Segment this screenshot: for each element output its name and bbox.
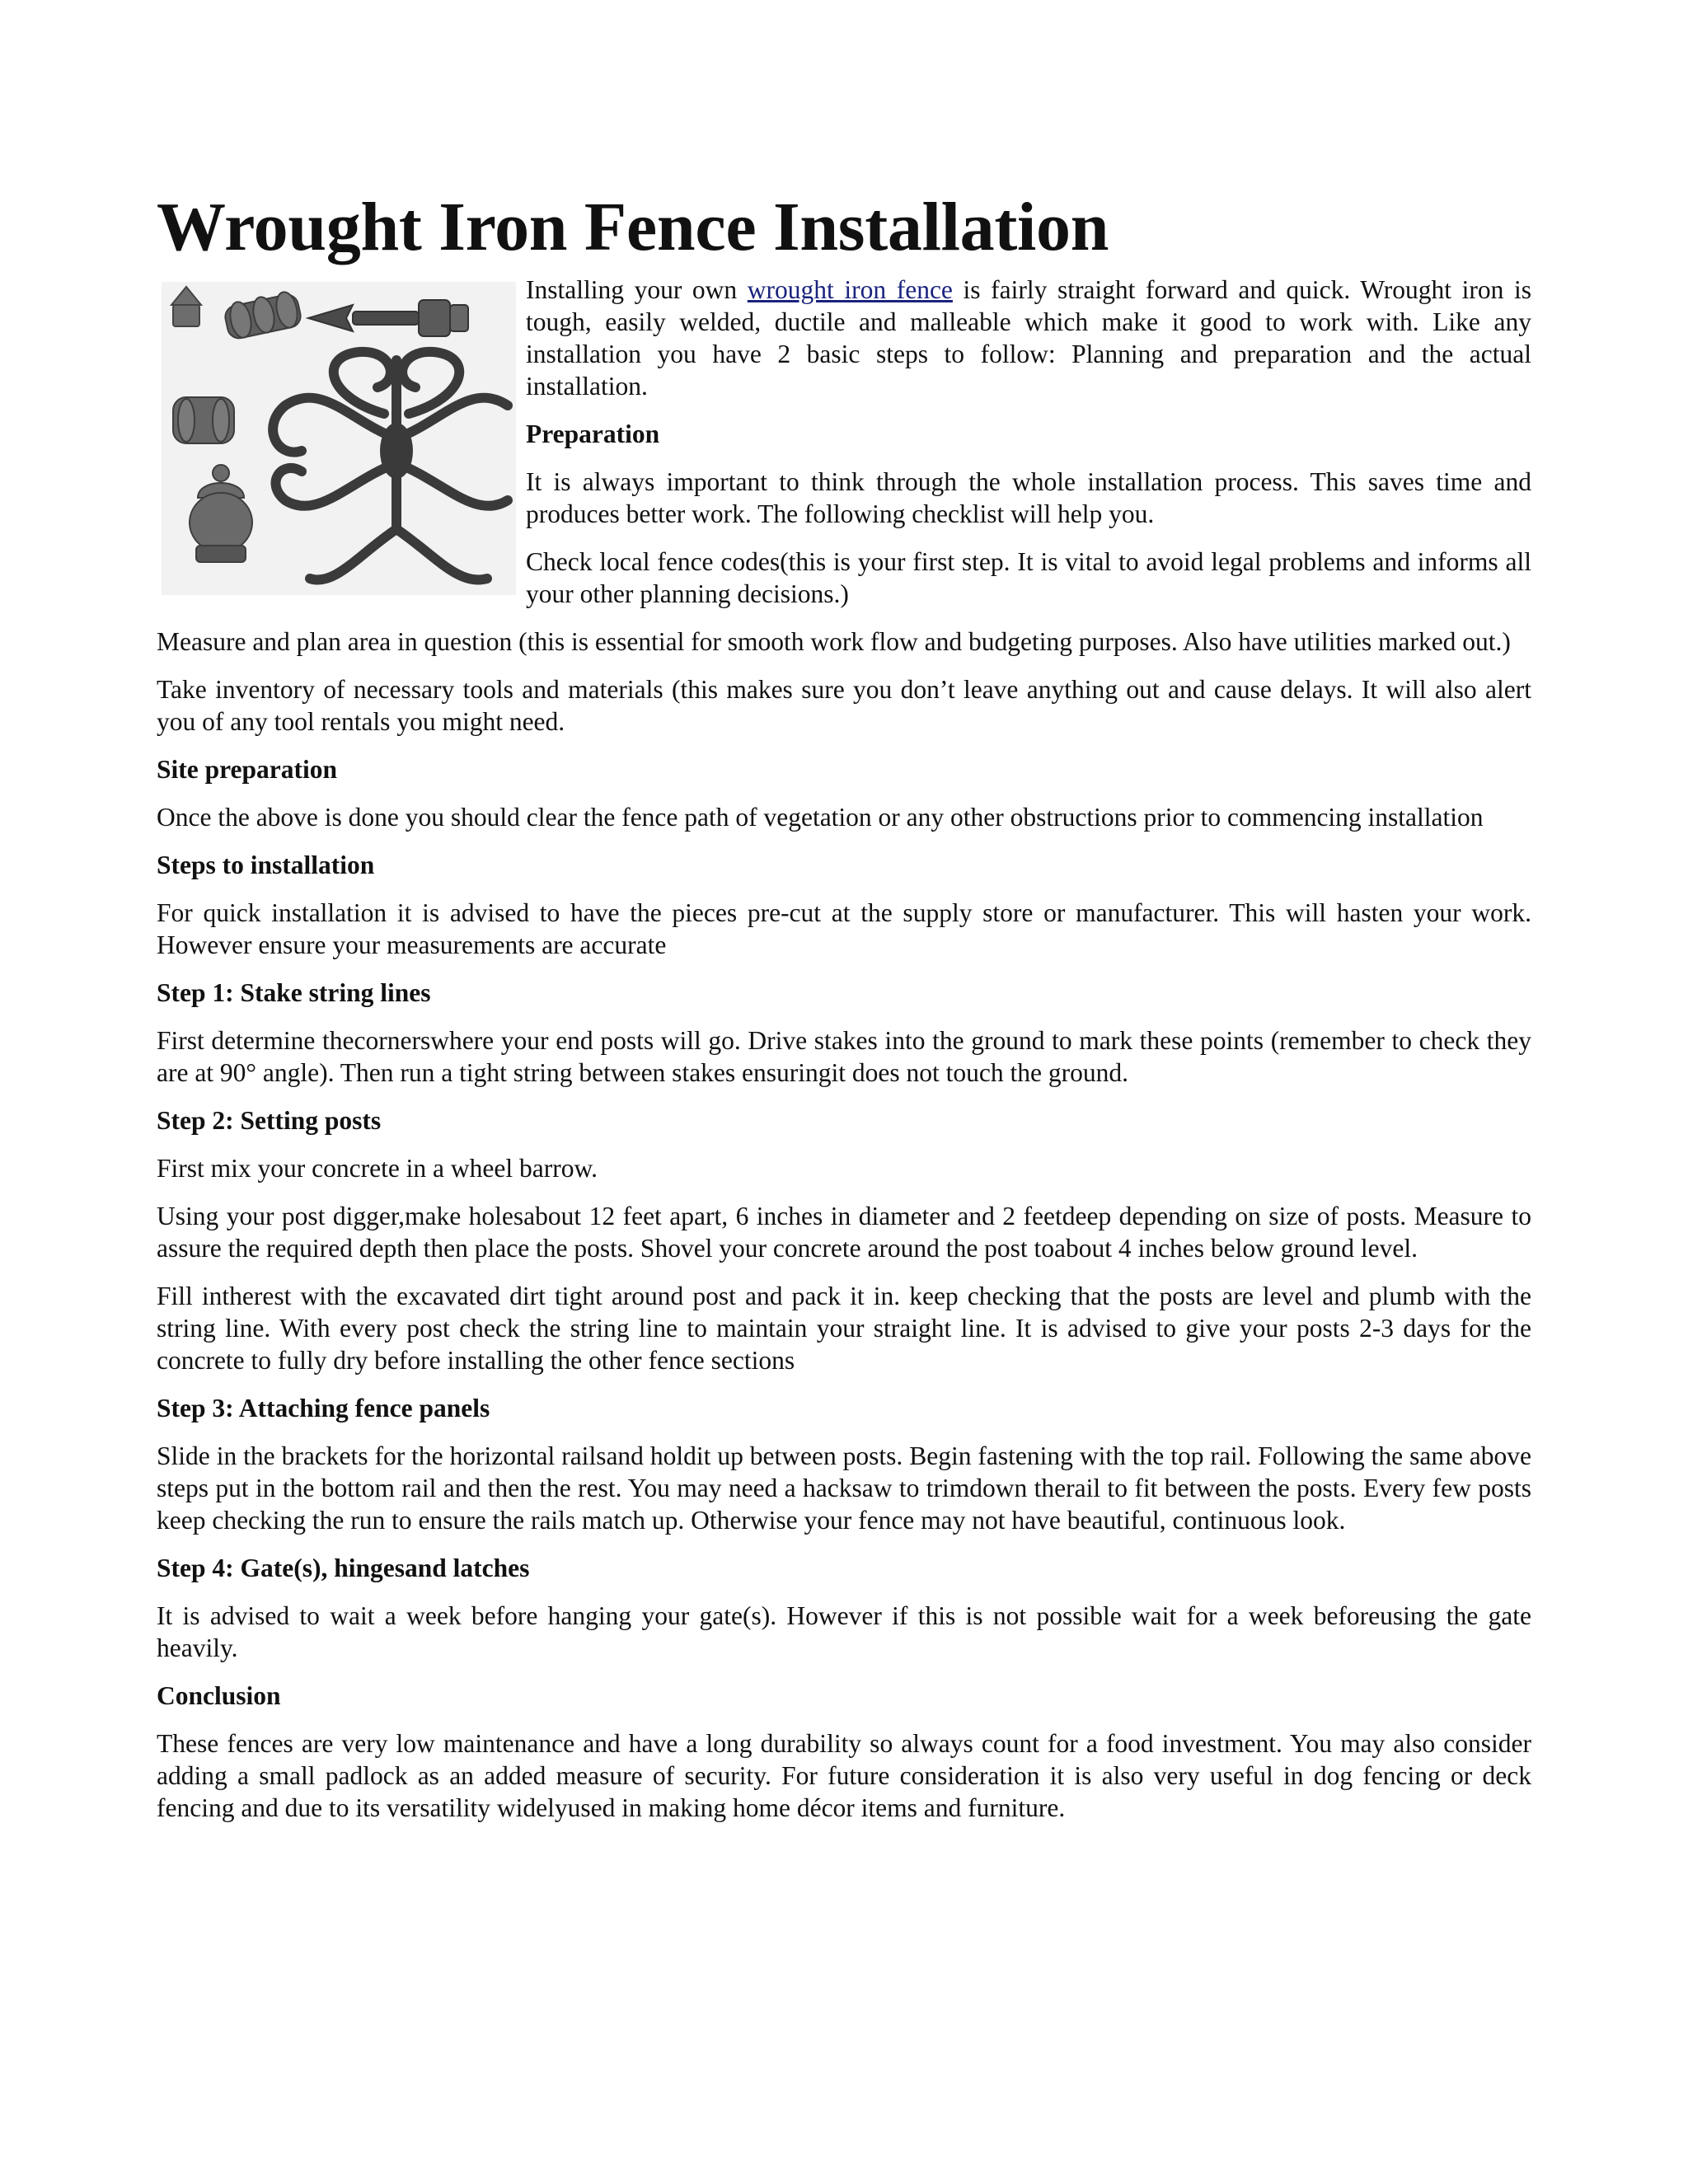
heading-step-2: Step 2: Setting posts — [157, 1106, 382, 1135]
preparation-paragraph-4: Take inventory of necessary tools and materials (this makes sure you don’t leave anything out and cause delays. It will also alert you of any tool rentals you might need. — [157, 675, 1531, 736]
preparation-paragraph-1: It is always important to think through the whole installation process. This saves time and produces better work. The following checklist will help you. — [526, 467, 1531, 528]
heading-conclusion: Conclusion — [157, 1681, 281, 1710]
preparation-paragraph-2: Check local fence codes(this is your first step. It is vital to avoid legal problems and informs all your other planning decisions.) — [526, 547, 1531, 608]
intro-text-start: Installing your own — [526, 275, 748, 304]
step-2-paragraph-2: Using your post digger,make holesabout 12 feet apart, 6 inches in diameter and 2 feetdeep depending on size of posts. Measure to assure the required depth then place the posts. Shovel your concrete around the post toabout 4 inches below ground level. — [157, 1202, 1531, 1263]
page-title: Wrought Iron Fence Installation — [157, 189, 1109, 265]
step-4-paragraph: It is advised to wait a week before hanging your gate(s). However if this is not possible wait for a week beforeusing the gate heavily. — [157, 1601, 1531, 1662]
heading-steps-to-installation: Steps to installation — [157, 851, 375, 879]
heading-site-preparation: Site preparation — [157, 755, 338, 784]
wrought-iron-fence-link[interactable]: wrought iron fence — [747, 275, 953, 304]
intro-text-end: is fairly straight forward and quick. Wrought iron is tough, easily welded, ductile and malleable which make it good to work with. Like any installation you have 2 basic steps to follow: Planning and preparation and the actual installation. — [526, 275, 1531, 401]
heading-step-4: Step 4: Gate(s), hingesand latches — [157, 1554, 530, 1582]
conclusion-paragraph: These fences are very low maintenance and have a long durability so always count for a food investment. You may also consider adding a small padlock as an added measure of security. For future consideration it is also very useful in dog fencing or deck fencing and due to its versatility widelyused in making home décor items and furniture. — [157, 1729, 1531, 1822]
step-3-paragraph: Slide in the brackets for the horizontal railsand holdit up between posts. Begin fastening with the top rail. Following the same above steps put in the bottom rail and then the rest. You may need a hacksaw to trimdown therail to fit between the posts. Every few posts keep checking the run to ensure the rails match up. Otherwise your fence may not have beautiful, continuous look. — [157, 1441, 1531, 1535]
wrought-iron-ornaments-illustration — [162, 282, 516, 595]
heading-step-1: Step 1: Stake string lines — [157, 978, 431, 1007]
heading-preparation: Preparation — [526, 419, 660, 448]
step-2-paragraph-1: First mix your concrete in a wheel barrow. — [157, 1154, 598, 1183]
step-2-paragraph-3: Fill intherest with the excavated dirt tight around post and pack it in. keep checking that the posts are level and plumb with the string line. With every post check the string line to maintain your straight line. It is advised to give your posts 2-3 days for the concrete to fully dry before installing the other fence sections — [157, 1282, 1531, 1375]
heading-step-3: Step 3: Attaching fence panels — [157, 1394, 490, 1422]
preparation-paragraph-3: Measure and plan area in question (this is essential for smooth work flow and budgeting purposes. Also have utilities marked out.) — [157, 627, 1511, 656]
article-body — [157, 186, 1531, 1840]
wrought-iron-ornaments-image — [162, 282, 516, 595]
steps-paragraph: For quick installation it is advised to have the pieces pre-cut at the supply store or manufacturer. This will hasten your work. However ensure your measurements are accurate — [157, 898, 1531, 959]
step-1-paragraph: First determine thecornerswhere your end posts will go. Drive stakes into the ground to mark these points (remember to check they are at 90° angle). Then run a tight string between stakes ensuringit does not touch the ground. — [157, 1026, 1531, 1087]
site-preparation-paragraph: Once the above is done you should clear the fence path of vegetation or any other obstructions prior to commencing installation — [157, 803, 1484, 832]
